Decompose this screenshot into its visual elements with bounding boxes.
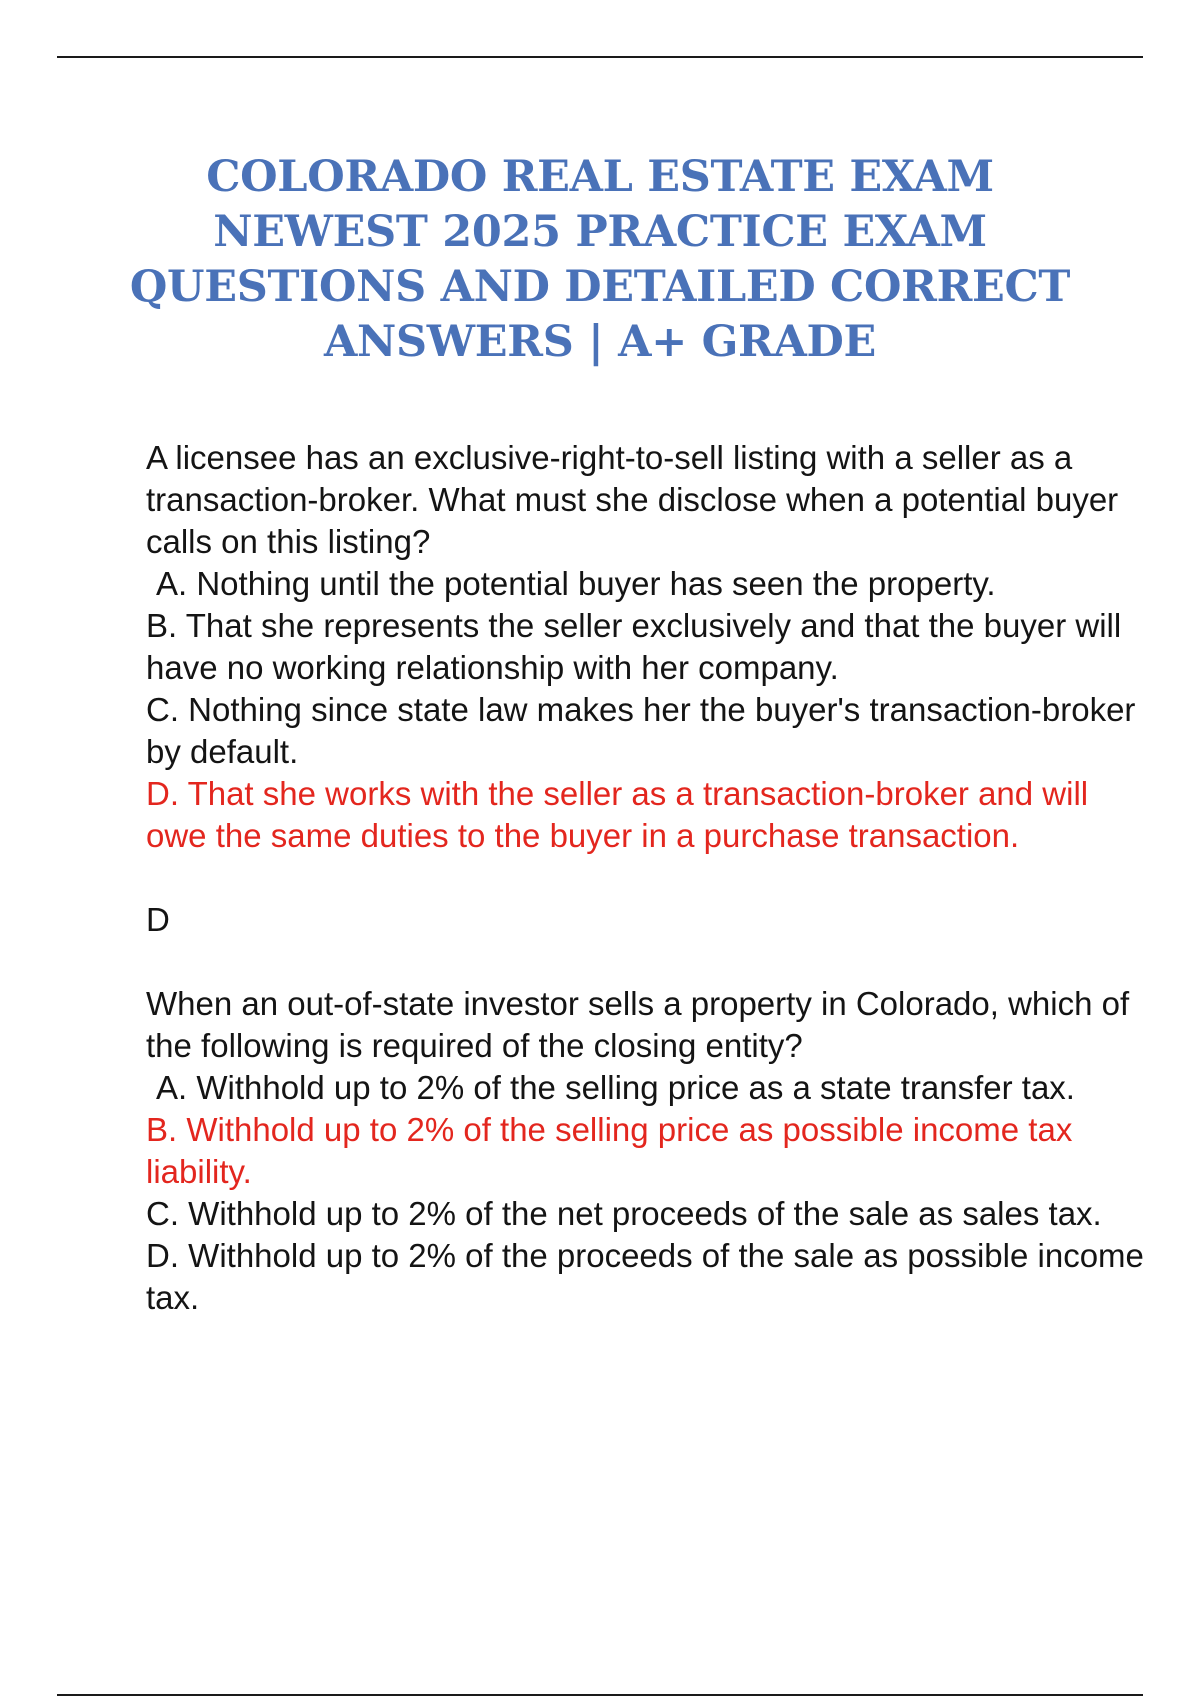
title-line: QUESTIONS AND DETAILED CORRECT [129, 262, 1071, 312]
answer-key: D [146, 901, 170, 938]
document-title [100, 150, 1100, 370]
answer-option: C. Nothing since state law makes her the buyer's transaction-broker by default. [146, 691, 1136, 770]
answer-option: A. Withhold up to 2% of the selling price as a state transfer tax. [156, 1069, 1075, 1106]
question-block [146, 437, 1146, 941]
title-line: NEWEST 2025 PRACTICE EXAM [213, 207, 987, 257]
question-stem: A licensee has an exclusive-right-to-sell listing with a seller as a transaction-broker. What must she disclose when a potential buyer calls on this listing? [146, 439, 1119, 560]
footer-rule [57, 1694, 1143, 1696]
answer-option: A. Nothing until the potential buyer has seen the property. [156, 565, 996, 602]
answer-option: C. Withhold up to 2% of the net proceeds of the sale as sales tax. [146, 1195, 1102, 1232]
header-rule [57, 56, 1143, 58]
correct-answer-option: B. Withhold up to 2% of the selling price as possible income tax liability. [146, 1111, 1073, 1190]
title-line: COLORADO REAL ESTATE EXAM [206, 152, 994, 202]
question-block [146, 983, 1146, 1319]
question-stem: When an out-of-state investor sells a property in Colorado, which of the following is required of the closing entity? [146, 985, 1130, 1064]
document-body [146, 437, 1146, 1319]
title-line: ANSWERS | A+ GRADE [323, 317, 876, 367]
correct-answer-option: D. That she works with the seller as a transaction-broker and will owe the same duties to the buyer in a purchase transaction. [146, 775, 1089, 854]
answer-option: D. Withhold up to 2% of the proceeds of the sale as possible income tax. [146, 1237, 1144, 1316]
answer-option: B. That she represents the seller exclusively and that the buyer will have no working relationship with her company. [146, 607, 1122, 686]
